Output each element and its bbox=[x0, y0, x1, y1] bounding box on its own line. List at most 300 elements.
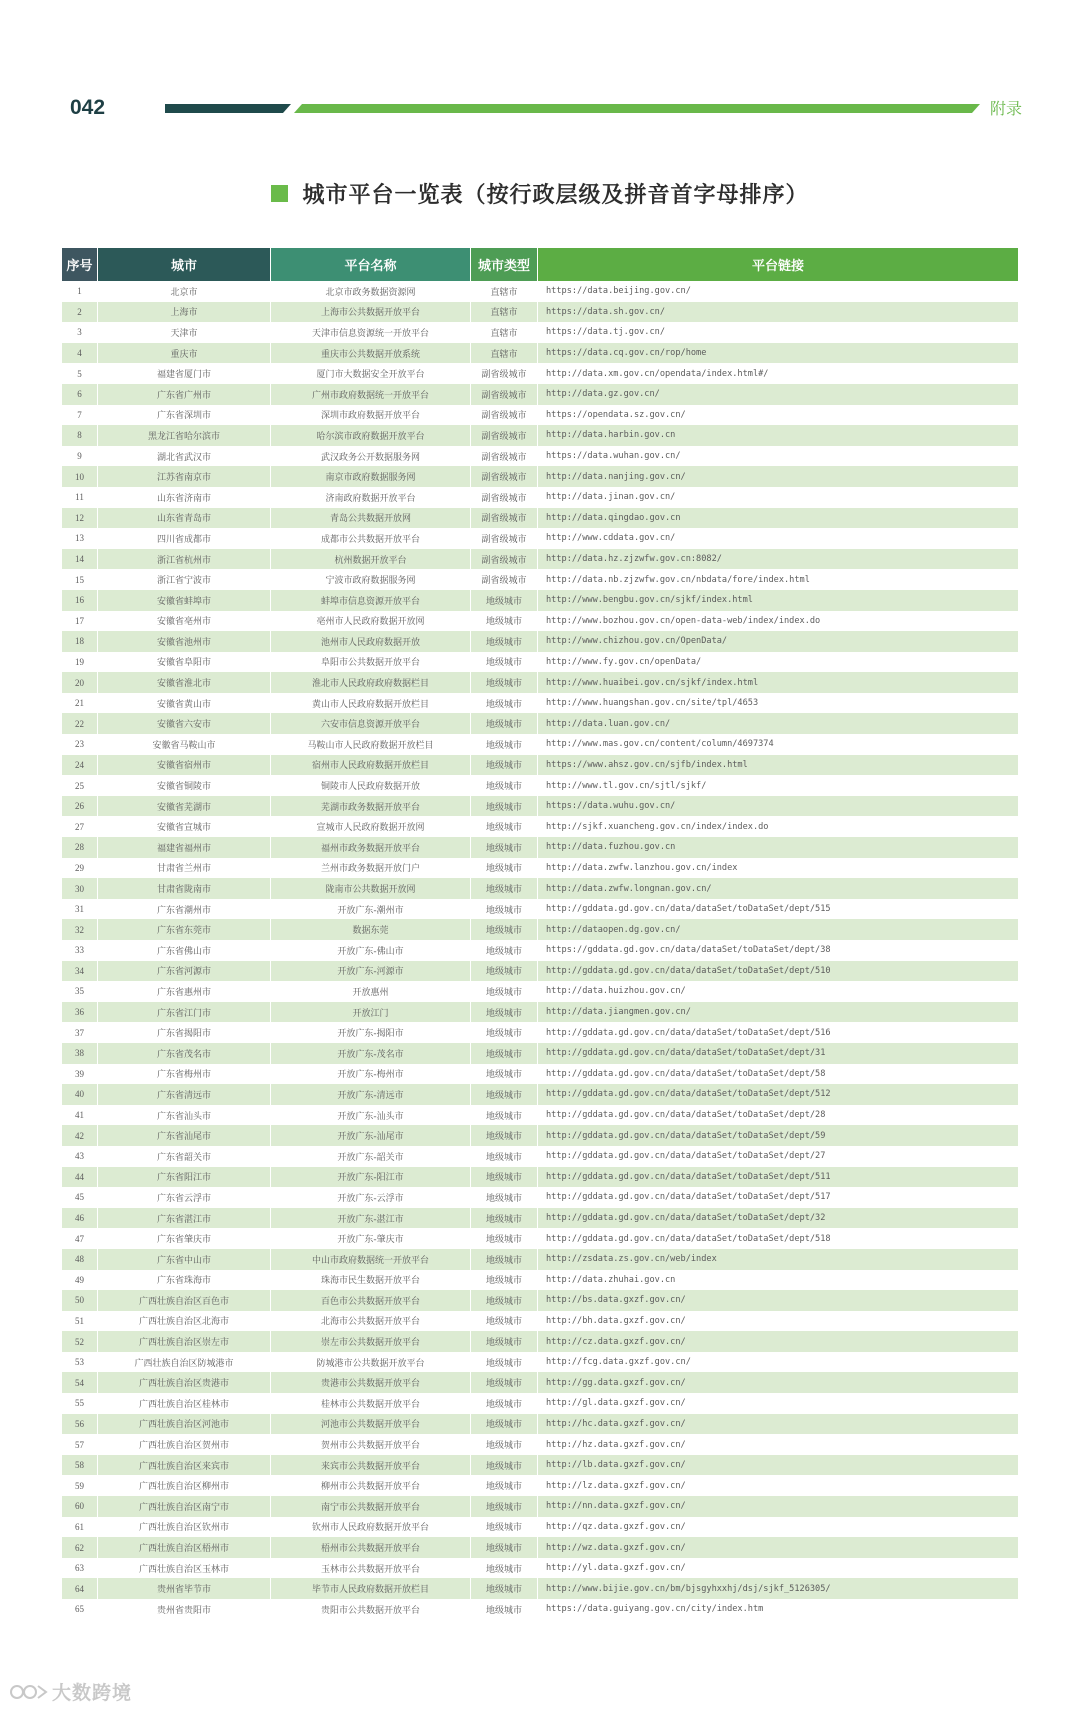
row-city-type: 地级城市 bbox=[471, 1167, 538, 1188]
row-index: 58 bbox=[62, 1455, 98, 1476]
row-platform-link[interactable]: http://hz.data.gxzf.gov.cn/ bbox=[546, 1439, 686, 1450]
table-row bbox=[62, 487, 1018, 508]
row-platform-link[interactable]: http://data.zwfw.lanzhou.gov.cn/index bbox=[546, 862, 738, 873]
row-city-type: 直辖市 bbox=[471, 281, 538, 302]
table-row bbox=[62, 1228, 1018, 1249]
row-city-type: 地级城市 bbox=[471, 1372, 538, 1393]
row-city: 安徽省马鞍山市 bbox=[98, 734, 271, 755]
row-platform-link[interactable]: http://www.tl.gov.cn/sjtl/sjkf/ bbox=[546, 780, 707, 791]
row-platform-link[interactable]: http://data.jinan.gov.cn/ bbox=[546, 492, 676, 503]
row-city-type: 地级城市 bbox=[471, 878, 538, 899]
row-index: 56 bbox=[62, 1414, 98, 1435]
table-row bbox=[62, 590, 1018, 611]
row-city-type: 地级城市 bbox=[471, 1599, 538, 1620]
row-platform-link[interactable]: http://gl.data.gxzf.gov.cn/ bbox=[546, 1398, 686, 1409]
header-city: 城市 bbox=[98, 248, 271, 281]
row-city: 广西壮族自治区百色市 bbox=[98, 1290, 271, 1311]
row-platform-link[interactable]: http://lb.data.gxzf.gov.cn/ bbox=[546, 1460, 686, 1471]
row-platform-name: 深圳市政府数据开放平台 bbox=[271, 405, 471, 426]
table-row bbox=[62, 1208, 1018, 1229]
table-row bbox=[62, 713, 1018, 734]
row-city-type: 副省级城市 bbox=[471, 487, 538, 508]
row-platform-name: 宿州市人民政府数据开放栏目 bbox=[271, 755, 471, 776]
row-city-type: 地级城市 bbox=[471, 672, 538, 693]
row-platform-name: 成都市公共数据开放平台 bbox=[271, 528, 471, 549]
row-city: 广西壮族自治区桂林市 bbox=[98, 1393, 271, 1414]
row-platform-name: 贵港市公共数据开放平台 bbox=[271, 1372, 471, 1393]
row-platform-link[interactable]: http://data.nanjing.gov.cn/ bbox=[546, 471, 686, 482]
table-row bbox=[62, 1517, 1018, 1538]
row-platform-link[interactable]: http://data.gz.gov.cn/ bbox=[546, 389, 660, 400]
table-row bbox=[62, 1599, 1018, 1620]
table-row bbox=[62, 1187, 1018, 1208]
row-platform-link[interactable]: http://www.cddata.gov.cn/ bbox=[546, 533, 676, 544]
row-index: 40 bbox=[62, 1084, 98, 1105]
row-index: 9 bbox=[62, 446, 98, 467]
row-platform-link[interactable]: http://gddata.gd.gov.cn/data/dataSet/toDataSet/dept/27 bbox=[546, 1151, 826, 1162]
table-row bbox=[62, 384, 1018, 405]
row-platform-link[interactable]: https://data.wuhan.gov.cn/ bbox=[546, 451, 681, 462]
row-platform-link[interactable]: https://data.tj.gov.cn/ bbox=[546, 327, 665, 338]
row-index: 25 bbox=[62, 775, 98, 796]
row-city: 广东省梅州市 bbox=[98, 1064, 271, 1085]
row-index: 31 bbox=[62, 899, 98, 920]
watermark-logo-icon bbox=[8, 1681, 48, 1703]
row-platform-link[interactable]: http://data.hz.zjzwfw.gov.cn:8082/ bbox=[546, 554, 722, 565]
row-city-type: 地级城市 bbox=[471, 652, 538, 673]
table-row bbox=[62, 961, 1018, 982]
row-index: 42 bbox=[62, 1125, 98, 1146]
row-platform-name: 来宾市公共数据开放平台 bbox=[271, 1455, 471, 1476]
row-platform-name: 数据东莞 bbox=[271, 919, 471, 940]
row-platform-name: 开放惠州 bbox=[271, 981, 471, 1002]
row-index: 47 bbox=[62, 1228, 98, 1249]
row-index: 39 bbox=[62, 1064, 98, 1085]
row-city-type: 地级城市 bbox=[471, 1084, 538, 1105]
section-label: 附录 bbox=[989, 99, 1022, 118]
row-platform-name: 开放广东-清远市 bbox=[271, 1084, 471, 1105]
page-number: 042 bbox=[70, 96, 106, 119]
row-index: 63 bbox=[62, 1558, 98, 1579]
row-city: 广东省河源市 bbox=[98, 961, 271, 982]
row-platform-name: 济南政府数据开放平台 bbox=[271, 487, 471, 508]
row-platform-link[interactable]: https://opendata.sz.gov.cn/ bbox=[546, 409, 686, 420]
row-platform-name: 中山市政府数据统一开放平台 bbox=[271, 1249, 471, 1270]
row-city: 贵州省贵阳市 bbox=[98, 1599, 271, 1620]
table-row bbox=[62, 466, 1018, 487]
row-platform-link[interactable]: http://yl.data.gxzf.gov.cn/ bbox=[546, 1563, 686, 1574]
row-city: 甘肃省兰州市 bbox=[98, 858, 271, 879]
row-platform-link[interactable]: http://data.zhuhai.gov.cn bbox=[546, 1274, 676, 1285]
row-index: 33 bbox=[62, 940, 98, 961]
row-city: 广东省湛江市 bbox=[98, 1208, 271, 1229]
table-row bbox=[62, 1043, 1018, 1064]
row-platform-name: 上海市公共数据开放平台 bbox=[271, 302, 471, 323]
row-city-type: 地级城市 bbox=[471, 1311, 538, 1332]
header-platform-name: 平台名称 bbox=[271, 248, 471, 281]
row-city-type: 地级城市 bbox=[471, 796, 538, 817]
row-city-type: 地级城市 bbox=[471, 1434, 538, 1455]
row-index: 38 bbox=[62, 1043, 98, 1064]
row-platform-name: 防城港市公共数据开放平台 bbox=[271, 1352, 471, 1373]
table-row bbox=[62, 734, 1018, 755]
table-row bbox=[62, 1125, 1018, 1146]
row-index: 26 bbox=[62, 796, 98, 817]
row-city: 广东省揭阳市 bbox=[98, 1022, 271, 1043]
row-city-type: 直辖市 bbox=[471, 302, 538, 323]
row-city-type: 地级城市 bbox=[471, 734, 538, 755]
row-platform-name: 杭州数据开放平台 bbox=[271, 549, 471, 570]
row-city-type: 地级城市 bbox=[471, 1455, 538, 1476]
row-city: 广东省深圳市 bbox=[98, 405, 271, 426]
row-city: 广东省清远市 bbox=[98, 1084, 271, 1105]
row-city-type: 直辖市 bbox=[471, 322, 538, 343]
table-row bbox=[62, 672, 1018, 693]
table-row bbox=[62, 322, 1018, 343]
row-index: 41 bbox=[62, 1105, 98, 1126]
table-row bbox=[62, 1537, 1018, 1558]
row-city-type: 地级城市 bbox=[471, 837, 538, 858]
row-index: 6 bbox=[62, 384, 98, 405]
table-row bbox=[62, 775, 1018, 796]
row-platform-link[interactable]: http://data.nb.zjzwfw.gov.cn/nbdata/fore/index.html bbox=[546, 574, 810, 585]
row-platform-name: 福州市政务数据开放平台 bbox=[271, 837, 471, 858]
table-row bbox=[62, 425, 1018, 446]
row-platform-link[interactable]: https://data.sh.gov.cn/ bbox=[546, 306, 665, 317]
table-row bbox=[62, 1352, 1018, 1373]
row-city-type: 地级城市 bbox=[471, 899, 538, 920]
row-platform-link[interactable]: http://fcg.data.gxzf.gov.cn/ bbox=[546, 1357, 691, 1368]
row-city-type: 地级城市 bbox=[471, 1270, 538, 1291]
row-index: 16 bbox=[62, 590, 98, 611]
row-index: 64 bbox=[62, 1578, 98, 1599]
row-index: 60 bbox=[62, 1496, 98, 1517]
row-city: 安徽省淮北市 bbox=[98, 672, 271, 693]
row-city: 安徽省宿州市 bbox=[98, 755, 271, 776]
row-platform-link[interactable]: http://data.xm.gov.cn/opendata/index.html#/ bbox=[546, 368, 769, 379]
row-platform-link[interactable]: http://gddata.gd.gov.cn/data/dataSet/toDataSet/dept/518 bbox=[546, 1233, 831, 1244]
row-index: 28 bbox=[62, 837, 98, 858]
row-platform-name: 南京市政府数据服务网 bbox=[271, 466, 471, 487]
row-platform-name: 六安市信息资源开放平台 bbox=[271, 713, 471, 734]
row-platform-name: 梧州市公共数据开放平台 bbox=[271, 1537, 471, 1558]
row-platform-name: 铜陵市人民政府数据开放 bbox=[271, 775, 471, 796]
row-platform-link[interactable]: http://data.harbin.gov.cn bbox=[546, 430, 676, 441]
row-index: 29 bbox=[62, 858, 98, 879]
row-platform-name: 河池市公共数据开放平台 bbox=[271, 1414, 471, 1435]
table-row bbox=[62, 569, 1018, 590]
row-city: 广东省韶关市 bbox=[98, 1146, 271, 1167]
row-city-type: 副省级城市 bbox=[471, 549, 538, 570]
row-city-type: 地级城市 bbox=[471, 981, 538, 1002]
row-city: 广西壮族自治区来宾市 bbox=[98, 1455, 271, 1476]
row-city-type: 地级城市 bbox=[471, 1228, 538, 1249]
row-platform-link[interactable]: http://www.bengbu.gov.cn/sjkf/index.html bbox=[546, 595, 753, 606]
row-city-type: 副省级城市 bbox=[471, 405, 538, 426]
row-index: 27 bbox=[62, 816, 98, 837]
row-city-type: 地级城市 bbox=[471, 1475, 538, 1496]
row-city-type: 地级城市 bbox=[471, 1290, 538, 1311]
row-index: 5 bbox=[62, 363, 98, 384]
row-platform-name: 柳州市公共数据开放平台 bbox=[271, 1475, 471, 1496]
row-platform-name: 宁波市政府数据服务网 bbox=[271, 569, 471, 590]
table-row bbox=[62, 405, 1018, 426]
row-platform-name: 开放广东-河源市 bbox=[271, 961, 471, 982]
row-city-type: 地级城市 bbox=[471, 1537, 538, 1558]
row-city: 广东省云浮市 bbox=[98, 1187, 271, 1208]
row-city-type: 地级城市 bbox=[471, 1249, 538, 1270]
table-row bbox=[62, 611, 1018, 632]
table-row bbox=[62, 1496, 1018, 1517]
row-platform-name: 开放广东-梅州市 bbox=[271, 1064, 471, 1085]
table-row bbox=[62, 816, 1018, 837]
row-index: 50 bbox=[62, 1290, 98, 1311]
row-platform-link[interactable]: http://nn.data.gxzf.gov.cn/ bbox=[546, 1501, 686, 1512]
title-square-icon bbox=[271, 185, 288, 202]
row-index: 7 bbox=[62, 405, 98, 426]
row-platform-name: 开放广东-韶关市 bbox=[271, 1146, 471, 1167]
row-platform-link[interactable]: http://bs.data.gxzf.gov.cn/ bbox=[546, 1295, 686, 1306]
table-row bbox=[62, 1414, 1018, 1435]
row-city-type: 地级城市 bbox=[471, 1187, 538, 1208]
row-city-type: 地级城市 bbox=[471, 693, 538, 714]
row-platform-link[interactable]: http://data.qingdao.gov.cn bbox=[546, 512, 681, 523]
row-city-type: 地级城市 bbox=[471, 1022, 538, 1043]
row-index: 3 bbox=[62, 322, 98, 343]
row-city: 广东省汕头市 bbox=[98, 1105, 271, 1126]
row-index: 20 bbox=[62, 672, 98, 693]
row-platform-name: 北京市政务数据资源网 bbox=[271, 281, 471, 302]
row-index: 30 bbox=[62, 878, 98, 899]
table-row bbox=[62, 1311, 1018, 1332]
table-row bbox=[62, 1105, 1018, 1126]
row-index: 51 bbox=[62, 1311, 98, 1332]
row-city: 广东省阳江市 bbox=[98, 1167, 271, 1188]
row-city: 安徽省黄山市 bbox=[98, 693, 271, 714]
row-city-type: 地级城市 bbox=[471, 919, 538, 940]
row-index: 14 bbox=[62, 549, 98, 570]
row-platform-name: 兰州市政务数据开放门户 bbox=[271, 858, 471, 879]
row-platform-link[interactable]: http://qz.data.gxzf.gov.cn/ bbox=[546, 1521, 686, 1532]
table-row bbox=[62, 1434, 1018, 1455]
row-platform-link[interactable]: http://dataopen.dg.gov.cn/ bbox=[546, 924, 681, 935]
row-city-type: 地级城市 bbox=[471, 1002, 538, 1023]
row-city-type: 地级城市 bbox=[471, 858, 538, 879]
row-index: 65 bbox=[62, 1599, 98, 1620]
row-platform-link[interactable]: http://data.zwfw.longnan.gov.cn/ bbox=[546, 883, 712, 894]
row-platform-link[interactable]: http://gddata.gd.gov.cn/data/dataSet/toDataSet/dept/31 bbox=[546, 1048, 826, 1059]
row-city: 浙江省杭州市 bbox=[98, 549, 271, 570]
row-platform-link[interactable]: http://wz.data.gxzf.gov.cn/ bbox=[546, 1542, 686, 1553]
row-platform-name: 北海市公共数据开放平台 bbox=[271, 1311, 471, 1332]
row-city: 广东省东莞市 bbox=[98, 919, 271, 940]
row-city: 广西壮族自治区玉林市 bbox=[98, 1558, 271, 1579]
row-city: 广东省佛山市 bbox=[98, 940, 271, 961]
row-city: 广西壮族自治区南宁市 bbox=[98, 1496, 271, 1517]
row-city-type: 地级城市 bbox=[471, 1496, 538, 1517]
row-platform-name: 蚌埠市信息资源开放平台 bbox=[271, 590, 471, 611]
row-city-type: 地级城市 bbox=[471, 775, 538, 796]
row-platform-link[interactable]: http://zsdata.zs.gov.cn/web/index bbox=[546, 1254, 717, 1265]
row-platform-name: 亳州市人民政府数据开放网 bbox=[271, 611, 471, 632]
row-platform-name: 开放广东-汕尾市 bbox=[271, 1125, 471, 1146]
row-platform-link[interactable]: http://gddata.gd.gov.cn/data/dataSet/toDataSet/dept/511 bbox=[546, 1171, 831, 1182]
row-city-type: 地级城市 bbox=[471, 1146, 538, 1167]
row-platform-link[interactable]: https://www.ahsz.gov.cn/sjfb/index.html bbox=[546, 759, 748, 770]
row-platform-link[interactable]: http://data.luan.gov.cn/ bbox=[546, 718, 671, 729]
row-platform-link[interactable]: http://gddata.gd.gov.cn/data/dataSet/toDataSet/dept/516 bbox=[546, 1027, 831, 1038]
row-platform-name: 武汉政务公开数据服务网 bbox=[271, 446, 471, 467]
row-city-type: 地级城市 bbox=[471, 1517, 538, 1538]
row-index: 36 bbox=[62, 1002, 98, 1023]
row-platform-link[interactable]: http://lz.data.gxzf.gov.cn/ bbox=[546, 1480, 686, 1491]
page-title: 城市平台一览表（按行政层级及拼音首字母排序） bbox=[302, 182, 809, 208]
table-row bbox=[62, 981, 1018, 1002]
row-platform-name: 陇南市公共数据开放网 bbox=[271, 878, 471, 899]
table-row bbox=[62, 302, 1018, 323]
row-city-type: 副省级城市 bbox=[471, 446, 538, 467]
row-platform-name: 马鞍山市人民政府数据开放栏目 bbox=[271, 734, 471, 755]
table-row bbox=[62, 878, 1018, 899]
row-platform-link[interactable]: http://data.jiangmen.gov.cn/ bbox=[546, 1007, 691, 1018]
row-platform-link[interactable]: http://gddata.gd.gov.cn/data/dataSet/toDataSet/dept/512 bbox=[546, 1089, 831, 1100]
row-platform-link[interactable]: http://www.fy.gov.cn/openData/ bbox=[546, 656, 702, 667]
row-city-type: 地级城市 bbox=[471, 1414, 538, 1435]
row-platform-name: 玉林市公共数据开放平台 bbox=[271, 1558, 471, 1579]
row-index: 59 bbox=[62, 1475, 98, 1496]
row-city-type: 地级城市 bbox=[471, 1208, 538, 1229]
row-city: 广西壮族自治区贺州市 bbox=[98, 1434, 271, 1455]
table-row bbox=[62, 1558, 1018, 1579]
row-platform-link[interactable]: http://gddata.gd.gov.cn/data/dataSet/toDataSet/dept/515 bbox=[546, 904, 831, 915]
row-platform-link[interactable]: http://gddata.gd.gov.cn/data/dataSet/toDataSet/dept/58 bbox=[546, 1068, 826, 1079]
row-platform-link[interactable]: https://data.guiyang.gov.cn/city/index.htm bbox=[546, 1604, 764, 1615]
row-index: 43 bbox=[62, 1146, 98, 1167]
row-city-type: 地级城市 bbox=[471, 961, 538, 982]
row-platform-name: 哈尔滨市政府数据开放平台 bbox=[271, 425, 471, 446]
row-platform-link[interactable]: http://www.chizhou.gov.cn/OpenData/ bbox=[546, 636, 728, 647]
row-platform-name: 广州市政府数据统一开放平台 bbox=[271, 384, 471, 405]
row-city-type: 地级城市 bbox=[471, 1558, 538, 1579]
row-platform-link[interactable]: https://data.beijing.gov.cn/ bbox=[546, 286, 691, 297]
row-city: 广东省潮州市 bbox=[98, 899, 271, 920]
row-platform-link[interactable]: http://www.bijie.gov.cn/bm/bjsgyhxxhj/dsj/sjkf_5126305/ bbox=[546, 1583, 831, 1594]
table-row bbox=[62, 343, 1018, 364]
row-platform-name: 开放广东-揭阳市 bbox=[271, 1022, 471, 1043]
row-city-type: 副省级城市 bbox=[471, 569, 538, 590]
row-platform-name: 开放广东-潮州市 bbox=[271, 899, 471, 920]
table-row bbox=[62, 693, 1018, 714]
table-row bbox=[62, 755, 1018, 776]
row-city-type: 地级城市 bbox=[471, 1578, 538, 1599]
table-row bbox=[62, 1084, 1018, 1105]
row-index: 10 bbox=[62, 466, 98, 487]
table-row bbox=[62, 919, 1018, 940]
row-platform-link[interactable]: http://gddata.gd.gov.cn/data/dataSet/toDataSet/dept/517 bbox=[546, 1192, 831, 1203]
row-index: 19 bbox=[62, 652, 98, 673]
row-city: 广东省广州市 bbox=[98, 384, 271, 405]
row-city-type: 地级城市 bbox=[471, 631, 538, 652]
table-row bbox=[62, 1393, 1018, 1414]
row-city-type: 地级城市 bbox=[471, 1125, 538, 1146]
row-city: 安徽省芜湖市 bbox=[98, 796, 271, 817]
table-row bbox=[62, 1146, 1018, 1167]
row-index: 15 bbox=[62, 569, 98, 590]
row-platform-link[interactable]: http://data.fuzhou.gov.cn bbox=[546, 842, 676, 853]
row-index: 12 bbox=[62, 508, 98, 529]
row-platform-link[interactable]: http://gddata.gd.gov.cn/data/dataSet/toDataSet/dept/59 bbox=[546, 1130, 826, 1141]
row-city-type: 直辖市 bbox=[471, 343, 538, 364]
row-platform-link[interactable]: http://hc.data.gxzf.gov.cn/ bbox=[546, 1418, 686, 1429]
row-city: 福建省福州市 bbox=[98, 837, 271, 858]
row-index: 24 bbox=[62, 755, 98, 776]
row-city: 安徽省铜陵市 bbox=[98, 775, 271, 796]
row-platform-link[interactable]: http://data.huizhou.gov.cn/ bbox=[546, 986, 686, 997]
row-platform-name: 崇左市公共数据开放平台 bbox=[271, 1331, 471, 1352]
row-city: 黑龙江省哈尔滨市 bbox=[98, 425, 271, 446]
row-platform-link[interactable]: http://cz.data.gxzf.gov.cn/ bbox=[546, 1336, 686, 1347]
row-platform-link[interactable]: http://www.mas.gov.cn/content/column/4697374 bbox=[546, 739, 774, 750]
row-city: 广西壮族自治区北海市 bbox=[98, 1311, 271, 1332]
title-block bbox=[0, 176, 1080, 210]
row-platform-name: 贵阳市公共数据开放平台 bbox=[271, 1599, 471, 1620]
row-index: 55 bbox=[62, 1393, 98, 1414]
row-platform-name: 开放广东-阳江市 bbox=[271, 1167, 471, 1188]
row-city-type: 地级城市 bbox=[471, 1064, 538, 1085]
row-city-type: 地级城市 bbox=[471, 611, 538, 632]
table-row bbox=[62, 508, 1018, 529]
table-row bbox=[62, 1022, 1018, 1043]
row-platform-link[interactable]: http://www.bozhou.gov.cn/open-data-web/index/index.do bbox=[546, 615, 821, 626]
row-city: 广东省茂名市 bbox=[98, 1043, 271, 1064]
table-body bbox=[62, 281, 1018, 1620]
row-city-type: 副省级城市 bbox=[471, 425, 538, 446]
row-platform-link[interactable]: http://gddata.gd.gov.cn/data/dataSet/toDataSet/dept/28 bbox=[546, 1110, 826, 1121]
row-index: 45 bbox=[62, 1187, 98, 1208]
row-platform-link[interactable]: http://www.huaibei.gov.cn/sjkf/index.html bbox=[546, 677, 759, 688]
row-platform-link[interactable]: http://www.huangshan.gov.cn/site/tpl/4653 bbox=[546, 698, 759, 709]
row-index: 22 bbox=[62, 713, 98, 734]
row-index: 35 bbox=[62, 981, 98, 1002]
header-bar-dark bbox=[165, 104, 291, 113]
table-row bbox=[62, 1270, 1018, 1291]
table-row bbox=[62, 940, 1018, 961]
row-index: 11 bbox=[62, 487, 98, 508]
row-platform-name: 池州市人民政府数据开放 bbox=[271, 631, 471, 652]
row-city: 安徽省六安市 bbox=[98, 713, 271, 734]
row-platform-link[interactable]: http://bh.data.gxzf.gov.cn/ bbox=[546, 1315, 686, 1326]
table-row bbox=[62, 1290, 1018, 1311]
row-platform-link[interactable]: https://gddata.gd.gov.cn/data/dataSet/toDataSet/dept/38 bbox=[546, 945, 831, 956]
table-row bbox=[62, 858, 1018, 879]
row-city: 广西壮族自治区柳州市 bbox=[98, 1475, 271, 1496]
row-platform-link[interactable]: http://gddata.gd.gov.cn/data/dataSet/toDataSet/dept/32 bbox=[546, 1213, 826, 1224]
row-platform-link[interactable]: http://sjkf.xuancheng.gov.cn/index/index.do bbox=[546, 821, 769, 832]
row-city: 广东省珠海市 bbox=[98, 1270, 271, 1291]
row-platform-name: 宣城市人民政府数据开放网 bbox=[271, 816, 471, 837]
row-city: 广西壮族自治区河池市 bbox=[98, 1414, 271, 1435]
row-index: 34 bbox=[62, 961, 98, 982]
row-platform-name: 厦门市大数据安全开放平台 bbox=[271, 363, 471, 384]
row-index: 57 bbox=[62, 1434, 98, 1455]
row-platform-link[interactable]: https://data.cq.gov.cn/rop/home bbox=[546, 348, 707, 359]
table-row bbox=[62, 1249, 1018, 1270]
row-platform-link[interactable]: http://gg.data.gxzf.gov.cn/ bbox=[546, 1377, 686, 1388]
row-platform-name: 淮北市人民政府政府数据栏目 bbox=[271, 672, 471, 693]
row-platform-name: 开放广东-茂名市 bbox=[271, 1043, 471, 1064]
row-platform-link[interactable]: https://data.wuhu.gov.cn/ bbox=[546, 801, 676, 812]
row-platform-link[interactable]: http://gddata.gd.gov.cn/data/dataSet/toDataSet/dept/510 bbox=[546, 965, 831, 976]
